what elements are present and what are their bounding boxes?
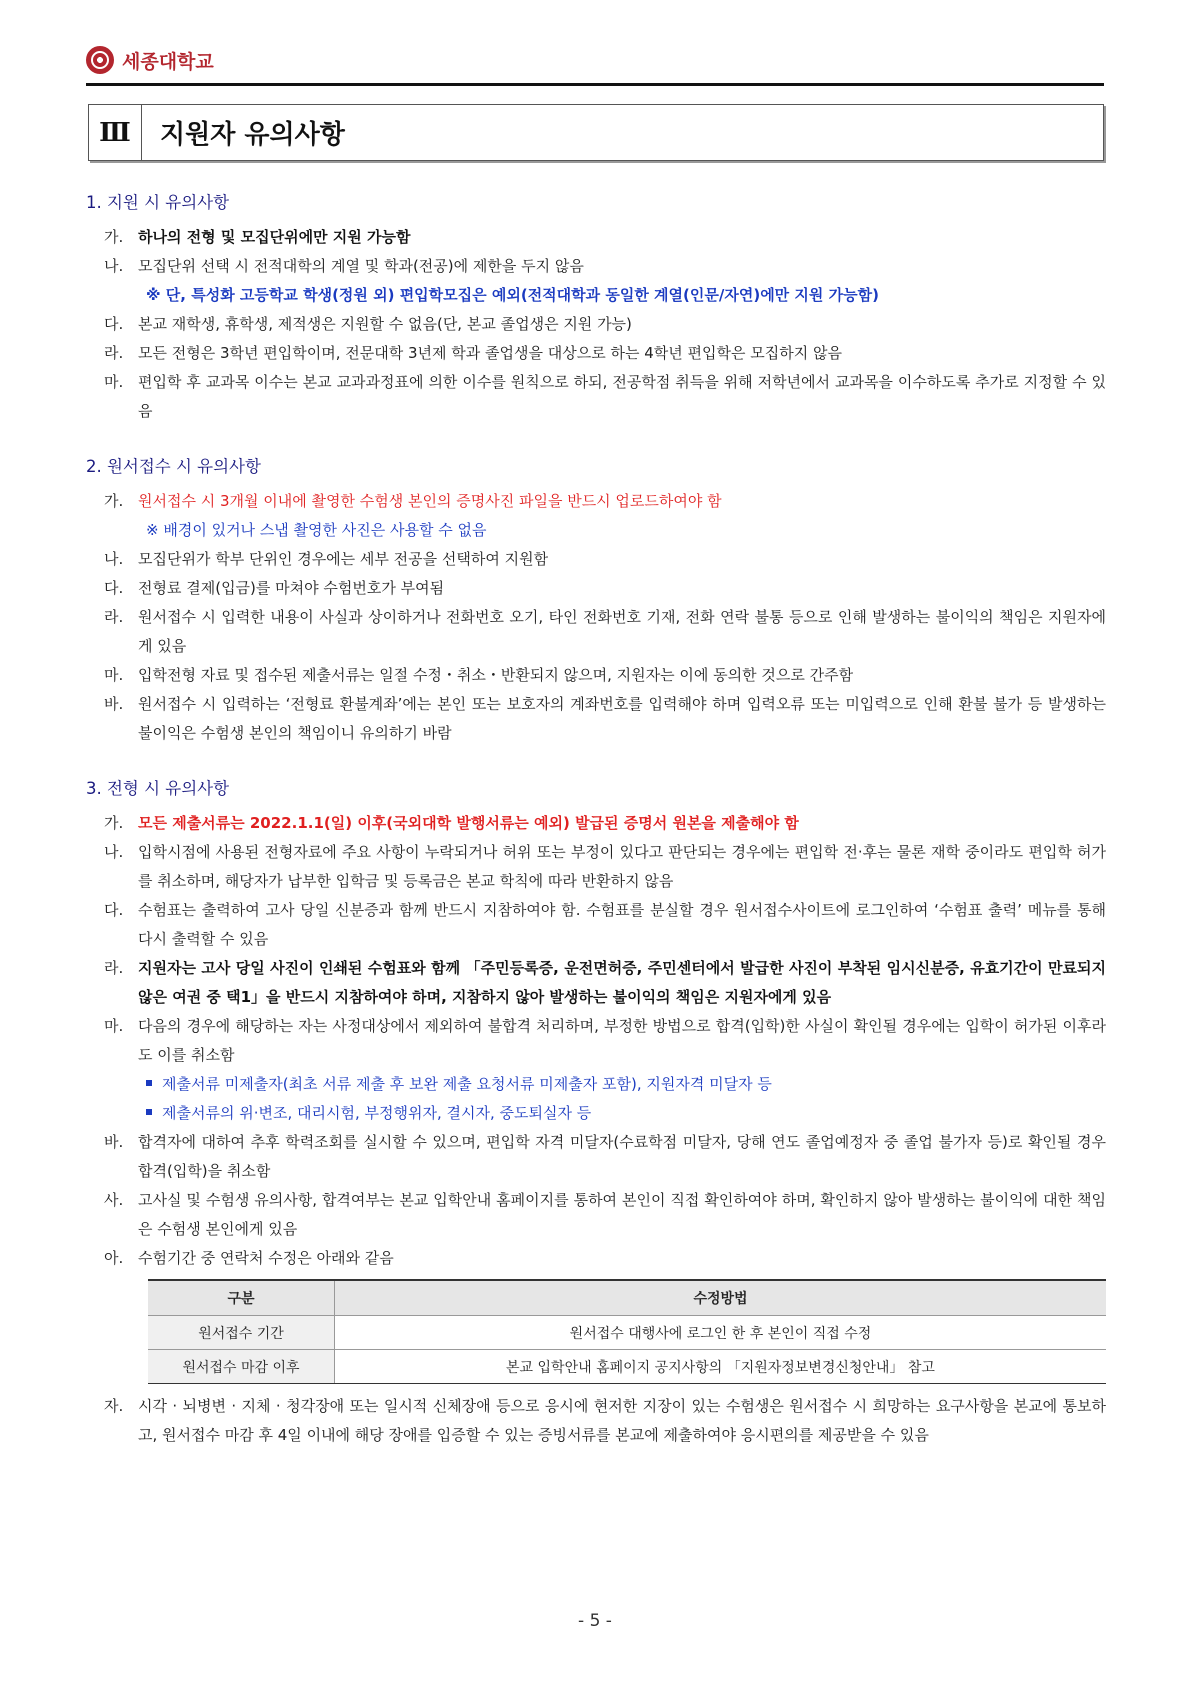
bullet-item: 제출서류 미제출자(최초 서류 제출 후 보완 제출 요청서류 미제출자 포함), 지원자격 미달자 등 — [86, 1070, 1106, 1099]
list-item: 라. 지원자는 고사 당일 사진이 인쇄된 수험표와 함께 「주민등록증, 운전면허증, 주민센터에서 발급한 사진이 부착된 임시신분증, 유효기간이 만료되지 않은 여권 중 택1」을 반드시 지참하여야 하며, 지참하지 않아 발생하는 불이익의 책임은 지원자에게 있음 — [104, 959, 1106, 1006]
list-item: 다. 수험표는 출력하여 고사 당일 신분증과 함께 반드시 지참하여야 함. 수험표를 분실할 경우 원서접수사이트에 로그인하여 ‘수험표 출력’ 메뉴를 통해 다시 출력할 수 있음 — [104, 901, 1106, 948]
title-divider — [141, 105, 142, 160]
list-item: 라. 모든 전형은 3학년 편입학이며, 전문대학 3년제 학과 졸업생을 대상으로 하는 4학년 편입학은 모집하지 않음 — [104, 344, 842, 362]
list-item: 다. 전형료 결제(입금)를 마쳐야 수험번호가 부여됨 — [104, 579, 445, 597]
list-item: 나. 모집단위 선택 시 전적대학의 계열 및 학과(전공)에 제한을 두지 않음 — [104, 257, 584, 275]
table-header-row — [148, 1280, 1106, 1316]
table-cell: 본교 입학안내 홈페이지 공지사항의 「지원자정보변경신청안내」 참고 — [335, 1350, 1107, 1384]
list-item: 라. 원서접수 시 입력한 내용이 사실과 상이하거나 전화번호 오기, 타인 전화번호 기재, 전화 연락 불통 등으로 인해 발생하는 불이익의 책임은 지원자에게 있음 — [104, 608, 1106, 655]
bullet-item: 제출서류의 위·변조, 대리시험, 부정행위자, 결시자, 중도퇴실자 등 — [86, 1099, 1106, 1128]
table-row — [148, 1350, 1106, 1384]
table-header: 수정방법 — [335, 1280, 1107, 1316]
list-item: 아. 수험기간 중 연락처 수정은 아래와 같음 — [104, 1249, 394, 1267]
section-heading: 3. 전형 시 유의사항 — [86, 779, 230, 798]
university-name: 세종대학교 — [122, 50, 214, 73]
list-item: 자. 시각 · 뇌병변 · 지체 · 청각장애 또는 일시적 신체장애 등으로 응시에 현저한 지장이 있는 수험생은 원서접수 시 희망하는 요구사항을 본교에 통보하고, 원서접수 마감 후 4일 이내에 해당 장애를 입증할 수 있는 증빙서류를 본교에 제출하여야 응시편의를 제공받을 수 있음 — [104, 1397, 1106, 1444]
list-item: 바. 원서접수 시 입력하는 ‘전형료 환불계좌’에는 본인 또는 보호자의 계좌번호를 입력해야 하며 입력오류 또는 미입력으로 인해 환불 불가 등 발생하는 불이익은 수험생 본인의 책임이니 유의하기 바람 — [104, 695, 1106, 742]
list-item: 나. 입학시점에 사용된 전형자료에 주요 사항이 누락되거나 허위 또는 부정이 있다고 판단되는 경우에는 편입학 전·후는 물론 재학 중이라도 편입학 허가를 취소하며, 해당자가 납부한 입학금 및 등록금은 본교 학칙에 따라 반환하지 않음 — [104, 843, 1106, 890]
list-item: 다. 본교 재학생, 휴학생, 제적생은 지원할 수 없음(단, 본교 졸업생은 지원 가능) — [104, 315, 632, 333]
table-cell: 원서접수 대행사에 로그인 한 후 본인이 직접 수정 — [335, 1316, 1107, 1350]
page-header — [86, 44, 214, 76]
table-cell: 원서접수 마감 이후 — [148, 1350, 335, 1384]
list-item: 바. 합격자에 대하여 추후 학력조회를 실시할 수 있으며, 편입학 자격 미달자(수료학점 미달자, 당해 연도 졸업예정자 중 졸업 불가자 등)로 확인될 경우 합격(입학)을 취소함 — [104, 1133, 1106, 1180]
chapter-title: 지원자 유의사항 — [160, 120, 345, 150]
page-number: - 5 - — [578, 1611, 612, 1631]
university-logo-icon — [86, 46, 114, 74]
table-row — [148, 1316, 1106, 1350]
list-item: 가. 원서접수 시 3개월 이내에 촬영한 수험생 본인의 증명사진 파일을 반드시 업로드하여야 함 — [104, 492, 722, 510]
list-item: 나. 모집단위가 학부 단위인 경우에는 세부 전공을 선택하여 지원함 — [104, 550, 549, 568]
contact-modification-table — [148, 1279, 1106, 1384]
square-bullet-icon — [146, 1109, 152, 1115]
list-item: 마. 입학전형 자료 및 접수된 제출서류는 일절 수정・취소・반환되지 않으며, 지원자는 이에 동의한 것으로 간주함 — [104, 666, 854, 684]
document-body — [86, 188, 1106, 1450]
table-cell: 원서접수 기간 — [148, 1316, 335, 1350]
note: ※ 단, 특성화 고등학교 학생(정원 외) 편입학모집은 예외(전적대학과 동일한 계열(인문/자연)에만 지원 가능함) — [146, 286, 879, 304]
list-item: 마. 편입학 후 교과목 이수는 본교 교과과정표에 의한 이수를 원칙으로 하되, 전공학점 취득을 위해 저학년에서 교과목을 이수하도록 추가로 지정할 수 있음 — [104, 373, 1106, 420]
list-item: 마. 다음의 경우에 해당하는 자는 사정대상에서 제외하여 불합격 처리하며, 부정한 방법으로 합격(입학)한 사실이 확인될 경우에는 입학이 허가된 이후라도 이를 취소함 — [104, 1017, 1106, 1064]
note: ※ 배경이 있거나 스냅 촬영한 사진은 사용할 수 없음 — [146, 521, 487, 539]
section-heading: 2. 원서접수 시 유의사항 — [86, 457, 261, 476]
list-item: 사. 고사실 및 수험생 유의사항, 합격여부는 본교 입학안내 홈페이지를 통하여 본인이 직접 확인하여야 하며, 확인하지 않아 발생하는 불이익에 대한 책임은 수험생 본인에게 있음 — [104, 1191, 1106, 1238]
chapter-title-box — [88, 104, 1104, 161]
section-heading: 1. 지원 시 유의사항 — [86, 193, 230, 212]
header-divider — [86, 83, 1104, 86]
list-item: 가. 하나의 전형 및 모집단위에만 지원 가능함 — [104, 228, 411, 246]
square-bullet-icon — [146, 1080, 152, 1086]
chapter-number: Ⅲ — [99, 117, 131, 148]
list-item: 가. 모든 제출서류는 2022.1.1(일) 이후(국외대학 발행서류는 예외) 발급된 증명서 원본을 제출해야 함 — [104, 814, 799, 832]
table-header: 구분 — [148, 1280, 335, 1316]
